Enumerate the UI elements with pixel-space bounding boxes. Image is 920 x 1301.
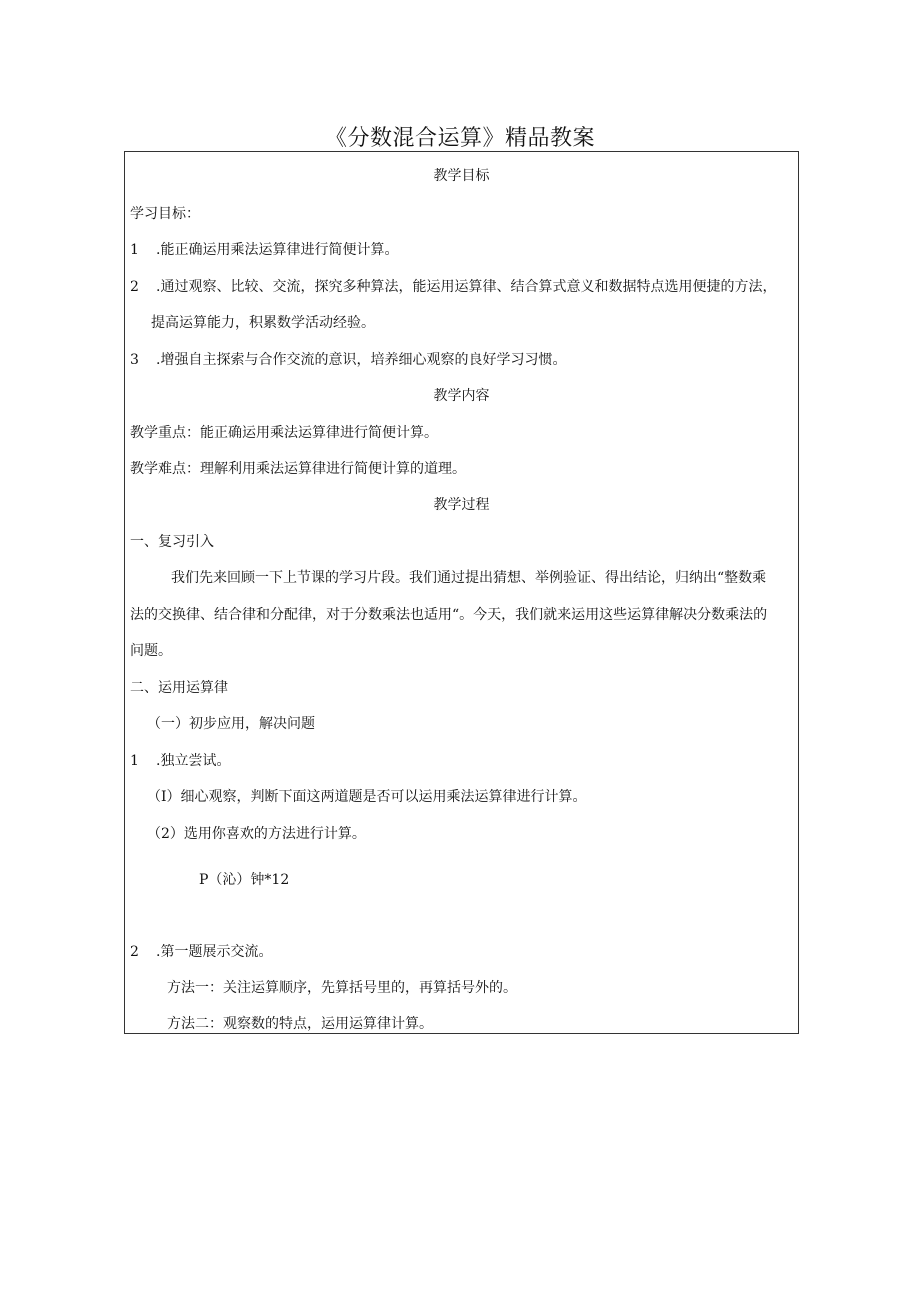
part2-title: 二、运用运算律	[130, 680, 228, 696]
goal-item-3	[130, 350, 566, 370]
goal-item-2-continuation: 提高运算能力，积累数学活动经验。	[151, 315, 375, 331]
goal-item-2	[130, 277, 776, 297]
section-heading-content: 教学内容	[433, 388, 490, 404]
step-number: 2	[130, 944, 139, 960]
lesson-plan-table	[124, 151, 799, 1034]
step-2	[130, 942, 272, 962]
section-heading-goals: 教学目标	[433, 168, 490, 184]
goal-number: 2	[130, 279, 139, 295]
section-heading-process: 教学过程	[433, 497, 490, 513]
part1-paragraph-line: 我们先来回顾一下上节课的学习片段。我们通过提出猜想、举例验证、得出结论，归纳出“整数乘	[171, 570, 767, 586]
part1-title: 一、复习引入	[130, 534, 214, 550]
part1-paragraph-line: 法的交换律、结合律和分配律，对于分数乘法也适用“。今天，我们就来运用这些运算律解决分数乘法的	[130, 607, 768, 623]
goal-text: .通过观察、比较、交流，探究多种算法，能运用运算律、结合算式意义和数据特点选用便捷的方法，	[156, 279, 777, 295]
step-text: .第一题展示交流。	[156, 944, 273, 960]
subsection-1-title: （一）初步应用，解决问题	[147, 716, 315, 732]
goal-number: 3	[130, 352, 139, 368]
goal-text: .能正确运用乘法运算律进行简便计算。	[156, 242, 399, 258]
step-text: .独立尝试。	[156, 753, 231, 769]
step-1	[130, 751, 230, 771]
goal-number: 1	[130, 242, 139, 258]
goals-label: 学习目标：	[130, 206, 200, 222]
step-1-part-b: （2）选用你喜欢的方法进行计算。	[147, 826, 366, 842]
part1-paragraph-line: 问题。	[130, 643, 172, 659]
method-1: 方法一：关注运算顺序，先算括号里的，再算括号外的。	[167, 980, 517, 996]
difficulty-point: 教学难点：理解利用乘法运算律进行简便计算的道理。	[130, 461, 466, 477]
goal-item-1	[130, 240, 398, 260]
formula: P（沁）钟*12	[199, 872, 290, 888]
goal-text: .增强自主探索与合作交流的意识，培养细心观察的良好学习习惯。	[156, 352, 567, 368]
method-2: 方法二：观察数的特点，运用运算律计算。	[167, 1016, 433, 1032]
key-point: 教学重点：能正确运用乘法运算律进行简便计算。	[130, 425, 438, 441]
step-1-part-a: （I）细心观察，判断下面这两道题是否可以运用乘法运算律进行计算。	[147, 789, 587, 805]
step-number: 1	[130, 753, 139, 769]
document-title: 《分数混合运算》精品教案	[324, 126, 595, 151]
